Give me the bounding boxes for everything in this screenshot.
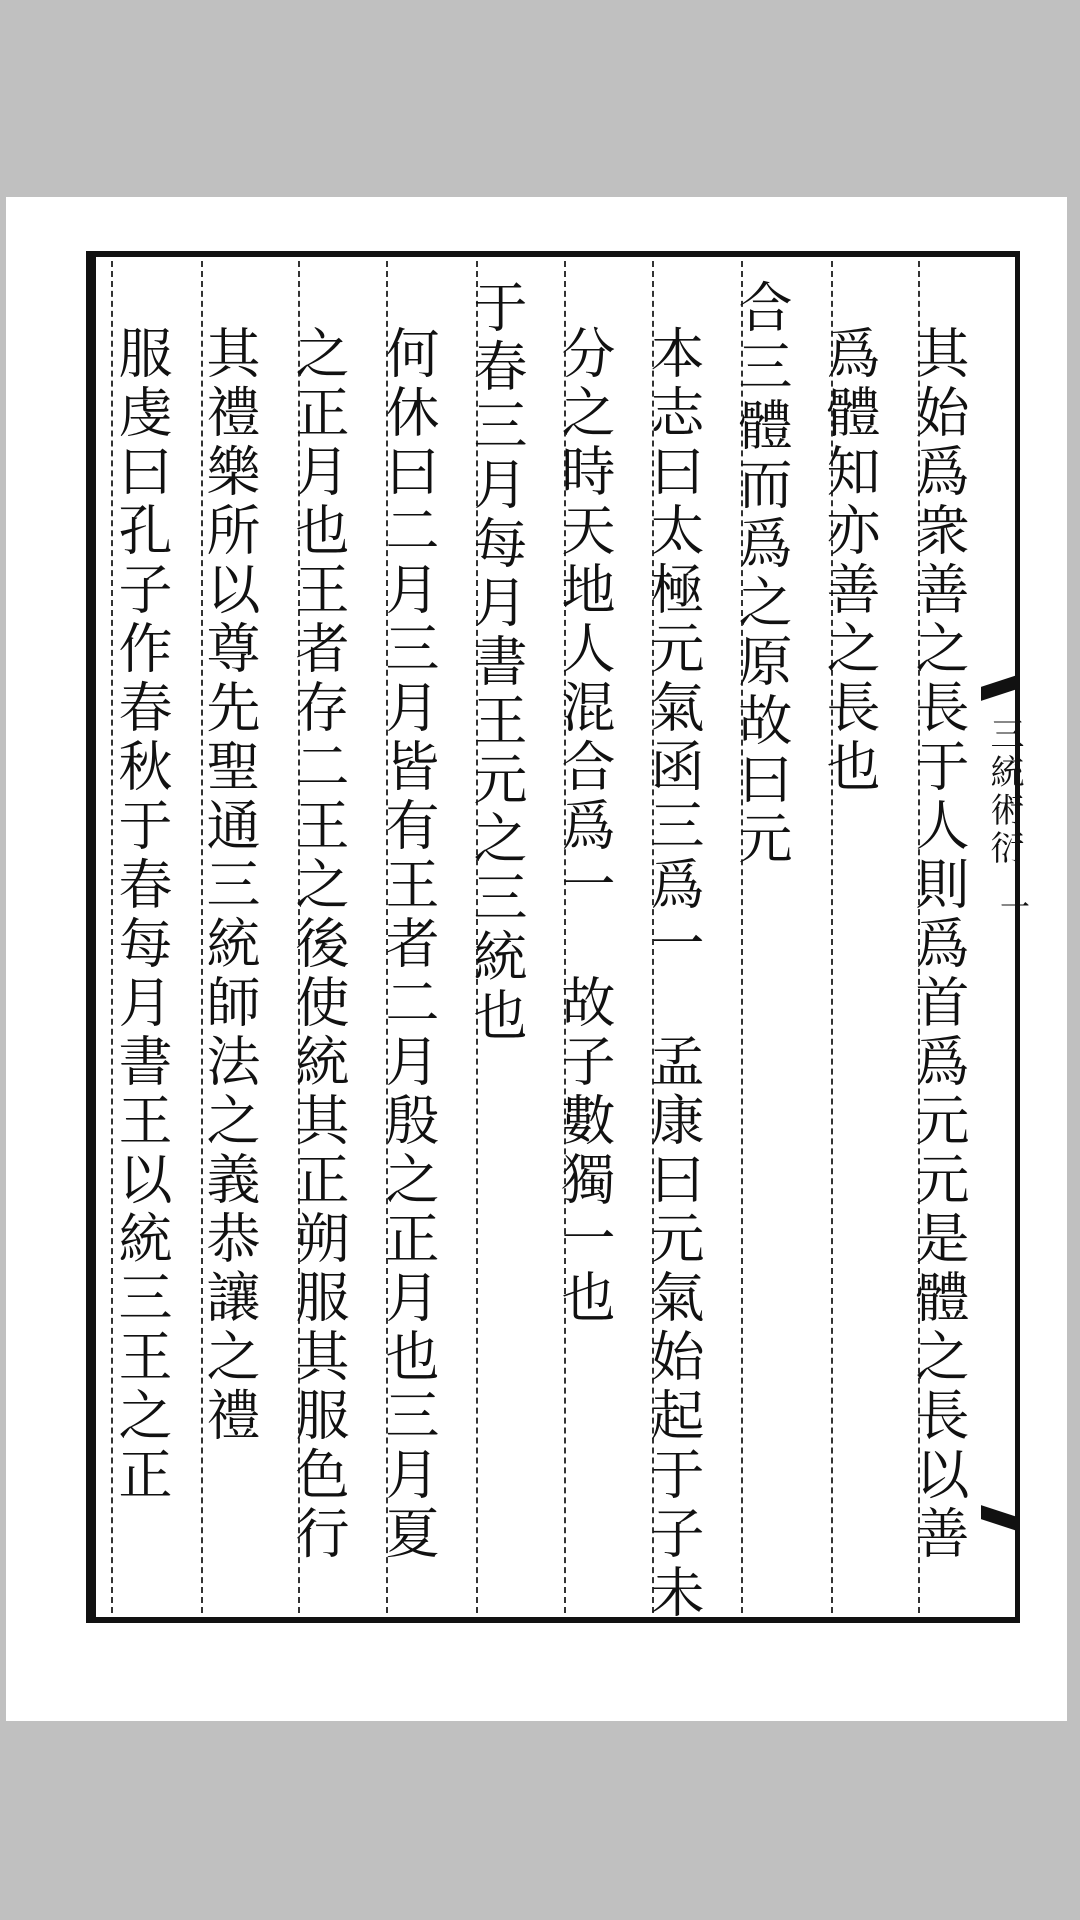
page-margin-block [981,251,1029,1623]
text-column-5: 分之時天地人混合爲一 故子數獨一也 [553,325,616,1328]
text-column-10: 服虔曰孔子作春秋于春每月書王以統三王之正 [110,325,173,1505]
text-column-9: 其禮樂所以尊先聖通三統師法之義恭讓之禮 [198,325,261,1446]
document-page [6,197,1067,1721]
margin-page-number: 一 [994,891,1029,921]
text-column-6: 于春三月每月書王元之三統也 [465,279,528,1046]
fishtail-top [981,675,1017,701]
text-column-8: 之正月也王者存二王之後使統其正朔服其服色行 [287,325,350,1564]
text-column-2: 爲體知亦善之長也 [818,325,881,797]
text-column-1: 其始爲衆善之長于人則爲首爲元元是體之長以善 [907,325,970,1564]
text-column-3: 合三體而爲之原故曰元 [730,279,793,869]
margin-title: 三統術衍 [984,716,1024,868]
fishtail-bottom [981,1505,1017,1531]
text-column-7: 何休曰二月三月皆有王者二月殷之正月也三月夏 [377,325,440,1564]
text-column-4: 本志曰太極元氣函三爲一 孟康曰元氣始起于子未 [642,325,705,1623]
